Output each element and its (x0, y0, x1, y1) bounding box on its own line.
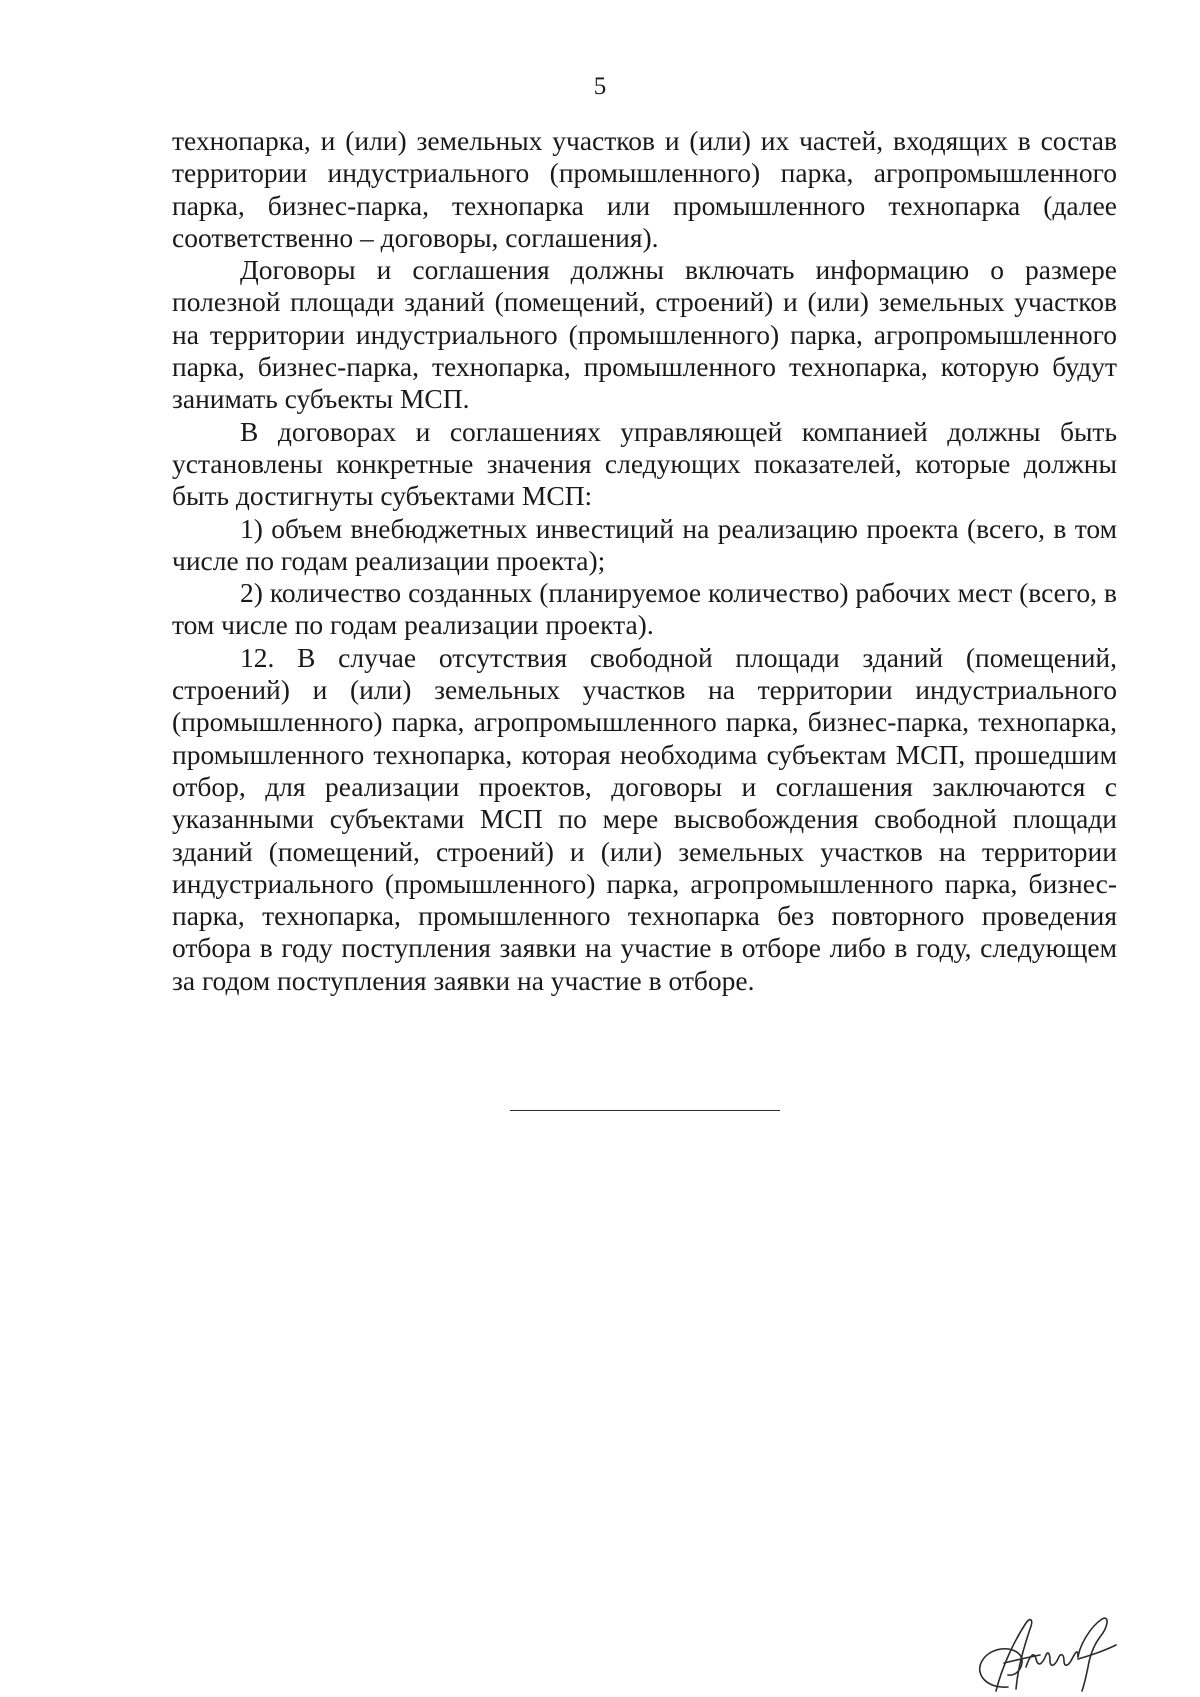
document-body (172, 125, 1117, 997)
paragraph-agreements-info: Договоры и соглашения должны включать информацию о размере полезной площади зданий (помещений, строений) и (или) земельных участков на территории индустриального (промышленного) парка, агропромышленного парка, бизнес-парка, технопарка, промышленного технопарка, которую будут занимать субъекты МСП. (172, 254, 1117, 415)
paragraph-indicators: В договорах и соглашениях управляющей компанией должны быть установлены конкретные значения следующих показателей, которые должны быть достигнуты субъектами МСП: (172, 415, 1117, 512)
paragraph-continuation: технопарка, и (или) земельных участков и (или) их частей, входящих в состав территории индустриального (промышленного) парка, агропромышленного парка, бизнес-парка, технопарка или промышленного технопарка (далее соответственно – договоры, соглашения). (172, 125, 1117, 253)
handwritten-signature (968, 1605, 1128, 1695)
list-item-jobs: 2) количество созданных (планируемое количество) рабочих мест (всего, в том числе по годам реализации проекта). (172, 577, 1117, 641)
list-item-investments: 1) объем внебюджетных инвестиций на реализацию проекта (всего, в том числе по годам реализации проекта); (172, 512, 1117, 576)
end-separator-line (510, 1110, 780, 1111)
page-number: 5 (593, 73, 607, 100)
paragraph-clause-12: 12. В случае отсутствия свободной площади зданий (помещений, строений) и (или) земельных участков на территории индустриального (промышленного) парка, агропромышленного парка, бизнес-парка, технопарка, промышленного технопарка, которая необходима субъектам МСП, прошедшим отбор, для реализации проектов, договоры и соглашения заключаются с указанными субъектами МСП по мере высвобождения свободной площади зданий (помещений, строений) и (или) земельных участков на территории индустриального (промышленного) парка, агропромышленного парка, бизнес-парка, технопарка, промышленного технопарка без повторного проведения отбора в году поступления заявки на участие в отборе либо в году, следующем за годом поступления заявки на участие в отборе. (172, 641, 1117, 996)
